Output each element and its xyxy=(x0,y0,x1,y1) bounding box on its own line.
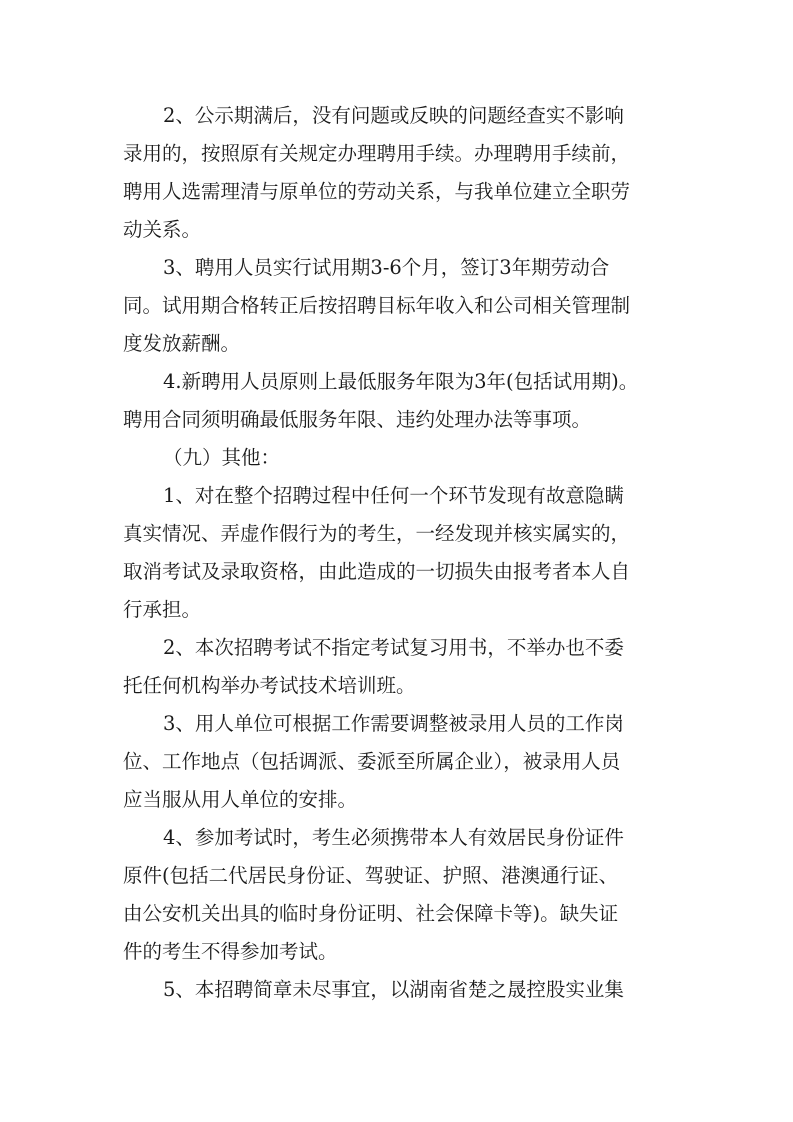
paragraph-line: 2、本次招聘考试不指定考试复习用书，不举办也不委 xyxy=(163,636,624,659)
section-heading: （九）其他： xyxy=(163,446,281,469)
paragraph-line: 件的考生不得参加考试。 xyxy=(123,940,338,963)
paragraph-line: 3、用人单位可根据工作需要调整被录用人员的工作岗 xyxy=(163,712,624,735)
paragraph-line: 行承担。 xyxy=(123,598,202,621)
paragraph-line: 动关系。 xyxy=(123,218,202,241)
paragraph-line: 4.新聘用人员原则上最低服务年限为3年(包括试用期)。 xyxy=(163,370,639,393)
paragraph-line: 应当服从用人单位的安排。 xyxy=(123,788,358,811)
paragraph-line: 同。试用期合格转正后按招聘目标年收入和公司相关管理制 xyxy=(123,294,631,317)
paragraph-line: 聘用人选需理清与原单位的劳动关系，与我单位建立全职劳 xyxy=(123,180,631,203)
paragraph-line: 由公安机关出具的临时身份证明、社会保障卡等)。缺失证 xyxy=(123,902,619,925)
paragraph-line: 录用的，按照原有关规定办理聘用手续。办理聘用手续前， xyxy=(123,142,631,165)
paragraph-line: 2、公示期满后，没有问题或反映的问题经查实不影响 xyxy=(163,104,624,127)
paragraph-line: 4、参加考试时，考生必须携带本人有效居民身份证件 xyxy=(163,826,624,849)
paragraph-line: 真实情况、弄虚作假行为的考生，一经发现并核实属实的， xyxy=(123,522,631,545)
paragraph-line: 1、对在整个招聘过程中任何一个环节发现有故意隐瞒 xyxy=(163,484,624,507)
paragraph-line: 位、工作地点（包括调派、委派至所属企业），被录用人员 xyxy=(123,750,621,773)
paragraph-line: 5、本招聘简章未尽事宜，以湖南省楚之晟控股实业集 xyxy=(163,978,624,1001)
paragraph-line: 聘用合同须明确最低服务年限、违约处理办法等事项。 xyxy=(123,408,592,431)
paragraph-line: 原件(包括二代居民身份证、驾驶证、护照、港澳通行证、 xyxy=(123,864,619,887)
paragraph-line: 度发放薪酬。 xyxy=(123,332,241,355)
paragraph-line: 托任何机构举办考试技术培训班。 xyxy=(123,674,416,697)
paragraph-line: 取消考试及录取资格，由此造成的一切损失由报考者本人自 xyxy=(123,560,631,583)
paragraph-line: 3、聘用人员实行试用期3-6个月，签订3年期劳动合 xyxy=(163,256,610,279)
